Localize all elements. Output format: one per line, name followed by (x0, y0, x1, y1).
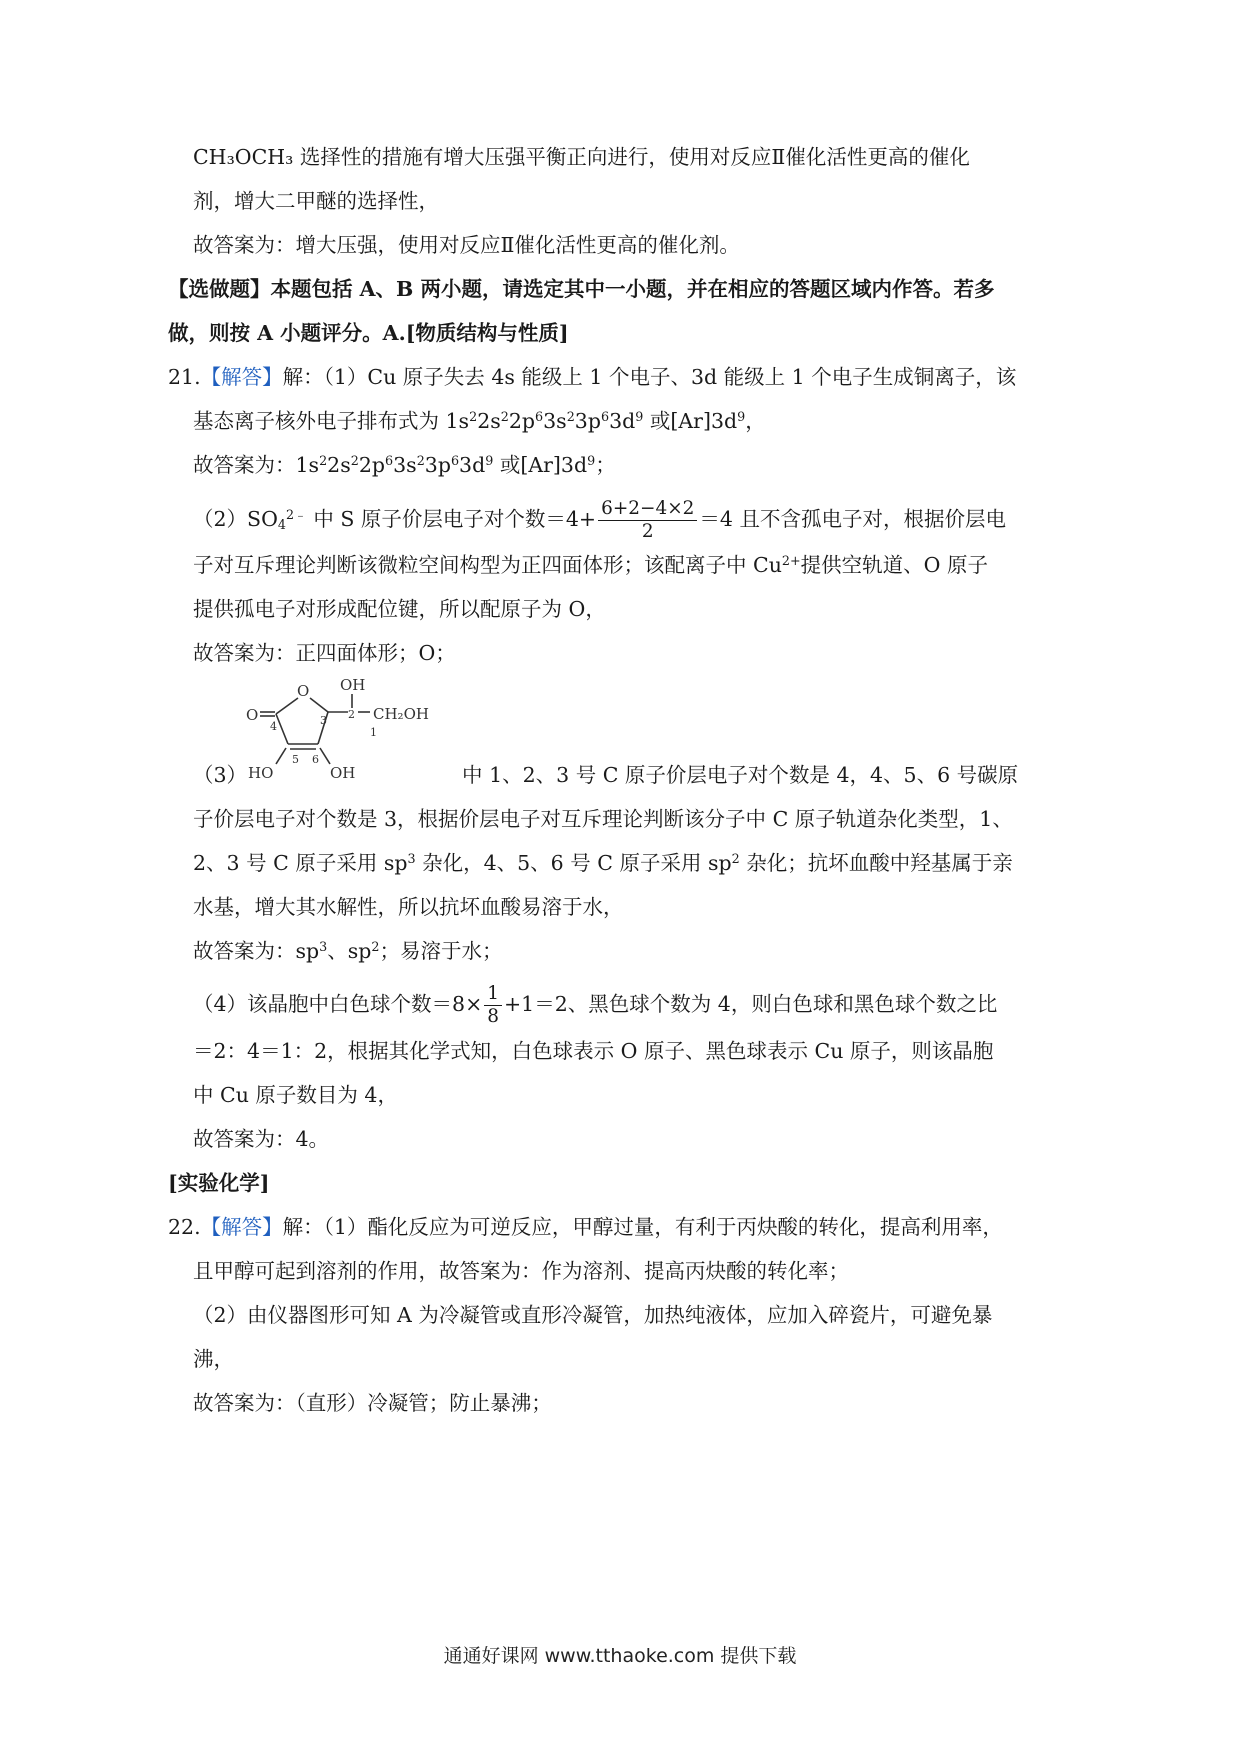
ring-oxygen-label: O (297, 682, 310, 700)
text-line (193, 450, 616, 480)
text-line (193, 497, 1006, 541)
text-line: CH₃OCH₃ 选择性的措施有增大压强平衡正向进行，使用对反应Ⅱ催化活性更高的催化 (193, 145, 970, 169)
text: 2、3 号 C 原子采用 sp (193, 851, 408, 875)
text: ＝4 且不含孤电子对，根据价层电 (699, 507, 1006, 531)
subscript: 4 (277, 517, 286, 533)
text-line (193, 550, 988, 580)
section-heading: [实验化学] (168, 1171, 270, 1195)
text-line: ＝2：4＝1：2，根据其化学式知，白色球表示 O 原子、黑色球表示 Cu 原子，则该晶胞 (193, 1039, 994, 1063)
text-line: 沸， (193, 1347, 234, 1371)
ho-left-label: HO (248, 764, 274, 782)
text-line: 水基，增大其水解性，所以抗坏血酸易溶于水， (193, 895, 624, 919)
carbon-number-3: 3 (320, 714, 327, 727)
fraction-numerator: 6+2−4×2 (598, 500, 697, 521)
text-line: 故答案为：增大压强，使用对反应Ⅱ催化活性更高的催化剂。 (193, 233, 740, 257)
text-line: 子价层电子对个数是 3，根据价层电子对互斥理论判断该分子中 C 原子轨道杂化类型，1、 (193, 807, 1013, 831)
text-line (193, 936, 503, 966)
section-heading: 做，则按 A 小题评分。A.[物质结构与性质] (168, 321, 569, 345)
text-line: 且甲醇可起到溶剂的作用，故答案为：作为溶剂、提高丙炔酸的转化率； (193, 1259, 849, 1283)
text-line: 故答案为：（直形）冷凝管；防止暴沸； (193, 1391, 552, 1415)
text: ， (745, 409, 766, 433)
answer-tag: 【解答】 (200, 1215, 283, 1239)
fraction (598, 497, 697, 542)
question-number: 22. (168, 1215, 201, 1239)
text-line (193, 848, 1013, 878)
text-line: 故答案为：4。 (193, 1127, 330, 1151)
answer-tag: 【解答】 (200, 365, 283, 389)
text: 中 S 原子价层电子对个数＝4+ (306, 507, 597, 531)
electron-config: $1s^22s^22p^63s^23p^63d^9$ (295, 453, 494, 477)
oh-top-label: OH (340, 676, 366, 694)
text: （4）该晶胞中白色球个数＝8× (193, 992, 483, 1016)
carbon-number-5: 5 (292, 753, 299, 766)
text: 、sp (327, 939, 372, 963)
text-line (193, 760, 1018, 790)
question-21-line (168, 362, 1016, 392)
text: 解：（1）酯化反应为可逆反应，甲醇过量，有利于丙炔酸的转化，提高利用率， (282, 1215, 1003, 1239)
superscript: 3 (319, 939, 328, 955)
question-number: 21. (168, 365, 201, 389)
fraction-numerator: 1 (484, 985, 502, 1006)
text: 故答案为： (193, 453, 296, 477)
carbon-number-1: 1 (370, 726, 377, 739)
fraction-denominator: 2 (641, 521, 654, 542)
carbon-number-2: 2 (348, 708, 355, 721)
text: ；易溶于水； (379, 939, 503, 963)
electron-config: $1s^22s^22p^63s^23p^63d^9$ (445, 409, 644, 433)
text-line (193, 982, 997, 1026)
question-22-line (168, 1212, 1003, 1242)
superscript: 3 (407, 851, 416, 867)
text: 提供空轨道、O 原子 (800, 553, 988, 577)
text: （2）SO (193, 507, 278, 531)
section-heading: 【选做题】本题包括 A、B 两小题，请选定其中一小题，并在相应的答题区域内作答。若多 (168, 277, 995, 301)
text-line: 中 Cu 原子数目为 4， (193, 1083, 398, 1107)
carbon-number-4: 4 (270, 720, 277, 733)
superscript: 9 (587, 453, 596, 469)
page-footer: 通通好课网 www.tthaoke.com 提供下载 (443, 1645, 797, 1667)
fraction-denominator: 8 (487, 1006, 499, 1027)
text-line: 提供孤电子对形成配位键，所以配原子为 O， (193, 597, 606, 621)
text: 基态离子核外电子排布式为 (193, 409, 446, 433)
text: 故答案为：sp (193, 939, 320, 963)
text: 杂化，4、5、6 号 C 原子采用 sp (415, 851, 732, 875)
text: 杂化；抗坏血酸中羟基属于亲 (739, 851, 1013, 875)
text-line: （2）由仪器图形可知 A 为冷凝管或直形冷凝管，加热纯液体，应加入碎瓷片，可避免暴 (193, 1303, 993, 1327)
text: ； (595, 453, 616, 477)
superscript: 2 (371, 939, 380, 955)
text: 中 1、2、3 号 C 原子价层电子对个数是 4，4、5、6 号碳原 (462, 763, 1019, 787)
text: 或[Ar]3d (643, 409, 738, 433)
text-line (193, 406, 766, 436)
text-line: 剂，增大二甲醚的选择性， (193, 189, 439, 213)
text-line: 故答案为：正四面体形；O； (193, 641, 456, 665)
ch2oh-label: CH₂OH (373, 705, 429, 723)
fraction (484, 982, 502, 1027)
superscript: 2﹣ (286, 507, 307, 523)
text: 解：（1）Cu 原子失去 4s 能级上 1 个电子、3d 能级上 1 个电子生成铜离子，该 (282, 365, 1017, 389)
superscript: 2 (731, 851, 740, 867)
text: （3） (193, 763, 248, 787)
carbon-number-6: 6 (312, 753, 319, 766)
text: +1＝2、黑色球个数为 4，则白色球和黑色球个数之比 (504, 992, 998, 1016)
carbonyl-oxygen-label: O (246, 706, 259, 724)
oh-right-label: OH (330, 764, 356, 782)
superscript: 2+ (781, 553, 801, 569)
text: 或[Ar]3d (493, 453, 588, 477)
superscript: 9 (737, 409, 746, 425)
text: 子对互斥理论判断该微粒空间构型为正四面体形；该配离子中 Cu (193, 553, 782, 577)
